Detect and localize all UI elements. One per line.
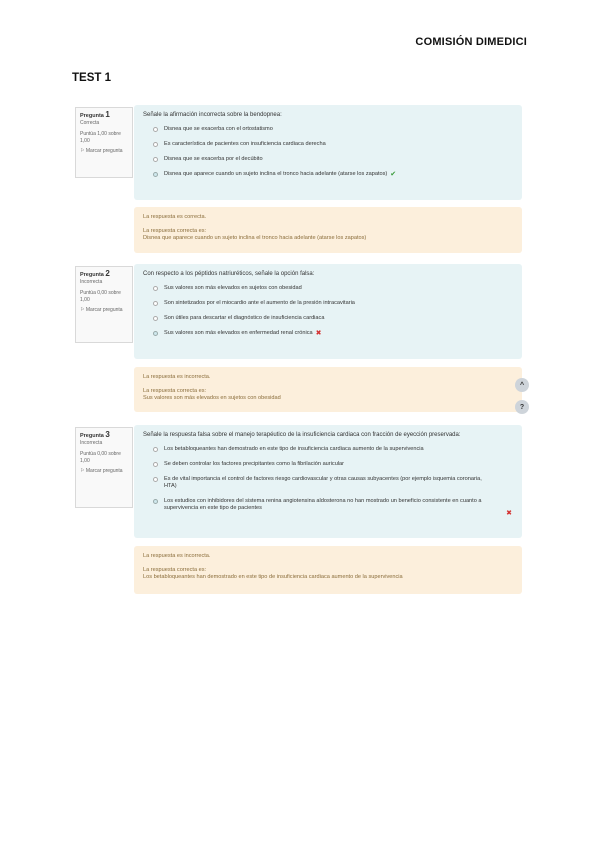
feedback-verdict: La respuesta es incorrecta. xyxy=(143,374,211,380)
option-selected[interactable]: Los estudios con inhibidores del sistema renina angiotensina aldosterona no han mostrado un beneficio consistente en cuanto a supervivencia en este tipo de pacientes xyxy=(153,498,498,512)
feedback-answer-label: La respuesta correcta es: xyxy=(143,566,207,573)
question-label: Pregunta xyxy=(80,433,104,439)
feedback-answer: Disnea que aparece cuando un sujeto inclina el tronco hacia adelante (atarse los zapatos) xyxy=(143,235,367,241)
cross-icon: ✖ xyxy=(315,330,322,337)
radio-button[interactable] xyxy=(153,301,158,306)
brand-title: COMISIÓN DIMEDICI xyxy=(415,36,527,48)
radio-button[interactable] xyxy=(153,462,158,467)
flag-question-link[interactable]: ⚐ Marcar pregunta xyxy=(80,148,123,154)
option[interactable]: Son útiles para descartar el diagnóstico de insuficiencia cardiaca xyxy=(153,315,513,322)
question-label: Pregunta xyxy=(80,113,104,119)
feedback-verdict: La respuesta es correcta. xyxy=(143,214,207,220)
option[interactable]: Es característica de pacientes con insuficiencia cardiaca derecha xyxy=(153,141,513,148)
question-score: Puntúa 1,00 sobre 1,00 xyxy=(80,131,121,144)
question-label: Pregunta xyxy=(80,272,104,278)
scroll-up-button[interactable] xyxy=(515,378,529,392)
question-number: 1 xyxy=(105,110,110,119)
help-button[interactable] xyxy=(515,400,529,414)
feedback-box-2 xyxy=(134,367,525,412)
option[interactable]: Disnea que se exacerba con el ortostatismo xyxy=(153,126,513,133)
radio-button-selected[interactable] xyxy=(153,499,158,504)
cross-icon: ✖ xyxy=(506,510,512,517)
help-icon: ? xyxy=(519,403,525,411)
question-info-3 xyxy=(75,427,133,508)
question-box-2 xyxy=(134,264,522,359)
radio-button[interactable] xyxy=(153,157,158,162)
option[interactable]: Es de vital importancia el control de factores riesgo cardiovascular y otras causas subyacentes (por ejemplo isquemia coronaria, HTA) xyxy=(153,476,483,490)
feedback-box-1 xyxy=(134,207,522,253)
question-box-1 xyxy=(134,105,522,200)
question-score: Puntúa 0,00 sobre 1,00 xyxy=(80,451,121,464)
flag-question-link[interactable]: ⚐ Marcar pregunta xyxy=(80,468,123,474)
radio-button[interactable] xyxy=(153,286,158,291)
question-info-2 xyxy=(75,266,133,343)
test-title: TEST 1 xyxy=(72,72,111,84)
radio-button-selected[interactable] xyxy=(153,331,158,336)
feedback-box-3 xyxy=(134,546,522,594)
option[interactable]: Son sintetizados por el miocardio ante el aumento de la presión intracavitaria xyxy=(153,300,513,307)
flag-icon: ⚐ xyxy=(80,148,85,154)
radio-button[interactable] xyxy=(153,142,158,147)
question-status: Incorrecta xyxy=(80,279,103,285)
option[interactable]: Disnea que se exacerba por el decúbito xyxy=(153,156,513,163)
radio-button[interactable] xyxy=(153,477,158,482)
feedback-answer-label: La respuesta correcta es: xyxy=(143,387,207,394)
question-status: Correcta xyxy=(80,120,100,126)
flag-question-link[interactable]: ⚐ Marcar pregunta xyxy=(80,307,123,313)
flag-icon: ⚐ xyxy=(80,468,85,474)
chevron-up-icon: ^ xyxy=(519,381,525,389)
feedback-answer: Los betabloqueantes han demostrado en este tipo de insuficiencia cardiaca aumento de la supervivencia xyxy=(143,574,403,580)
radio-button-selected[interactable] xyxy=(153,172,158,177)
radio-button[interactable] xyxy=(153,127,158,132)
question-text: Señale la respuesta falsa sobre el manejo terapéutico de la insuficiencia cardiaca con fracción de eyección preservada: xyxy=(143,432,461,438)
question-score: Puntúa 0,00 sobre 1,00 xyxy=(80,290,121,303)
option[interactable]: Se deben controlar los factores precipitantes como la fibrilación auricular xyxy=(153,461,513,468)
check-icon: ✔ xyxy=(390,171,397,178)
question-number: 3 xyxy=(105,430,110,439)
feedback-answer-label: La respuesta correcta es: xyxy=(143,227,207,234)
question-status: Incorrecta xyxy=(80,440,103,446)
feedback-answer: Sus valores son más elevados en sujetos con obesidad xyxy=(143,395,281,401)
option-selected[interactable]: Sus valores son más elevados en enfermedad renal crónica ✖ xyxy=(153,330,513,337)
question-text: Señale la afirmación incorrecta sobre la bendopnea: xyxy=(143,112,282,118)
feedback-verdict: La respuesta es incorrecta. xyxy=(143,553,211,559)
option-selected[interactable]: Disnea que aparece cuando un sujeto inclina el tronco hacia adelante (atarse los zapatos) ✔ xyxy=(153,171,513,178)
question-info-1 xyxy=(75,107,133,178)
radio-button[interactable] xyxy=(153,316,158,321)
flag-icon: ⚐ xyxy=(80,307,85,313)
radio-button[interactable] xyxy=(153,447,158,452)
option[interactable]: Los betabloqueantes han demostrado en este tipo de insuficiencia cardiaca aumento de la supervivencia xyxy=(153,446,513,453)
question-box-3 xyxy=(134,425,522,538)
question-number: 2 xyxy=(105,269,110,278)
question-text: Con respecto a los péptidos natriuréticos, señale la opción falsa: xyxy=(143,271,315,277)
option[interactable]: Sus valores son más elevados en sujetos con obesidad xyxy=(153,285,513,292)
